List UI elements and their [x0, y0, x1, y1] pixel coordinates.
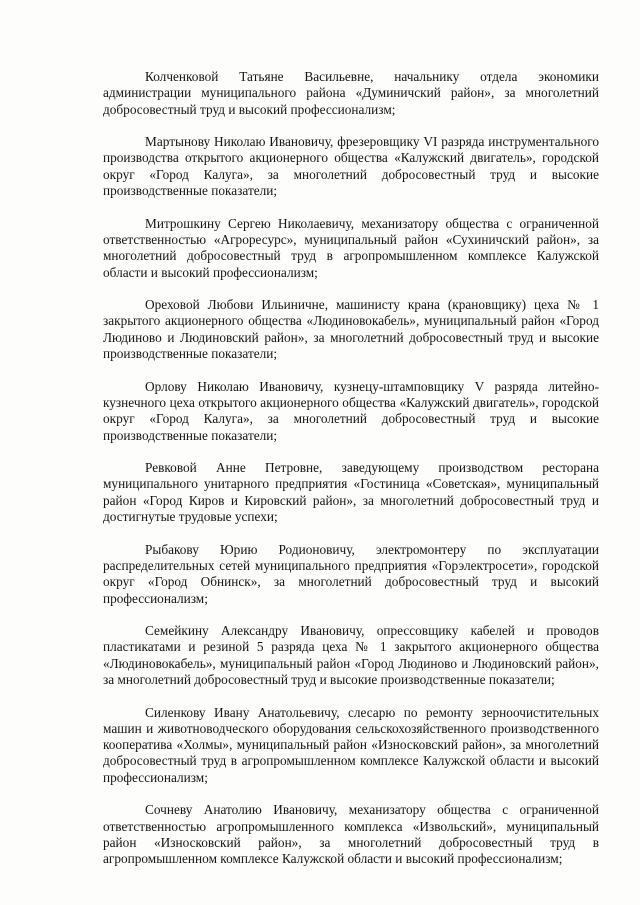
award-entry: Сочневу Анатолию Ивановичу, механизатору общества с ограниченной ответственностью агропромышленного комплекса «Извольский», муниципальный район «Износковский район», за многолетний добросовестный труд в агропромышленном комплексе Калужской области и высокий профессионализм;: [103, 802, 599, 867]
award-entry: Семейкину Александру Ивановичу, опрессовщику кабелей и проводов пластикатами и резиной 5 разряда цеха № 1 закрытого акционерного общества «Людиновокабель», муниципальный район «Город Людиново и Людиновский район», за многолетний добросовестный труд и высокие производственные показатели;: [103, 623, 599, 687]
award-entry: Мартынову Николаю Ивановичу, фрезеровщику VI разряда инструментального производства открытого акционерного общества «Калужский двигатель», городской округ «Город Калуга», за многолетний добросовестный труд и высокие производственные показатели;: [103, 134, 599, 199]
award-entry: Рыбакову Юрию Родионовичу, электромонтеру по эксплуатации распределительных сетей муниципального предприятия «Горэлектросети», городской округ «Город Обнинск», за многолетний добросовестный труд и высокий профессионализм;: [103, 541, 599, 606]
award-entry: Колченковой Татьяне Васильевне, начальнику отдела экономики администрации муниципального района «Думиничский район», за многолетний добросовестный труд и высокий профессионализм;: [103, 69, 599, 117]
award-entry: Ревковой Анне Петровне, заведующему производством ресторана муниципального унитарного предприятия «Гостиница «Советская», муниципальный район «Город Киров и Кировский район», за многолетний добросовестный труд и достигнутые трудовые успехи;: [103, 460, 599, 525]
award-entry: Силенкову Ивану Анатольевичу, слесарю по ремонту зерноочистительных машин и животноводческого оборудования сельскохозяйственного производственного кооператива «Холмы», муниципальный район «Износковский район», за многолетний добросовестный труд в агропромышленном комплексе Калужской области и высокий профессионализм;: [103, 704, 599, 785]
award-entry: Ореховой Любови Ильиничне, машинисту крана (крановщику) цеха № 1 закрытого акционерного общества «Людиновокабель», муниципальный район «Город Людиново и Людиновский район», за многолетний добросовестный труд и высокие производственные показатели;: [103, 297, 599, 362]
award-entry: Митрошкину Сергею Николаевичу, механизатору общества с ограниченной ответственностью «Агроресурс», муниципальный район «Сухиничский район», за многолетний добросовестный труд в агропромышленном комплексе Калужской области и высокий профессионализм;: [103, 215, 599, 280]
award-entry: Орлову Николаю Ивановичу, кузнецу-штамповщику V разряда литейно-кузнечного цеха открытого акционерного общества «Калужский двигатель», городской округ «Город Калуга», за многолетний добросовестный труд и высокие производственные показатели;: [103, 378, 599, 443]
award-list: [103, 69, 599, 868]
